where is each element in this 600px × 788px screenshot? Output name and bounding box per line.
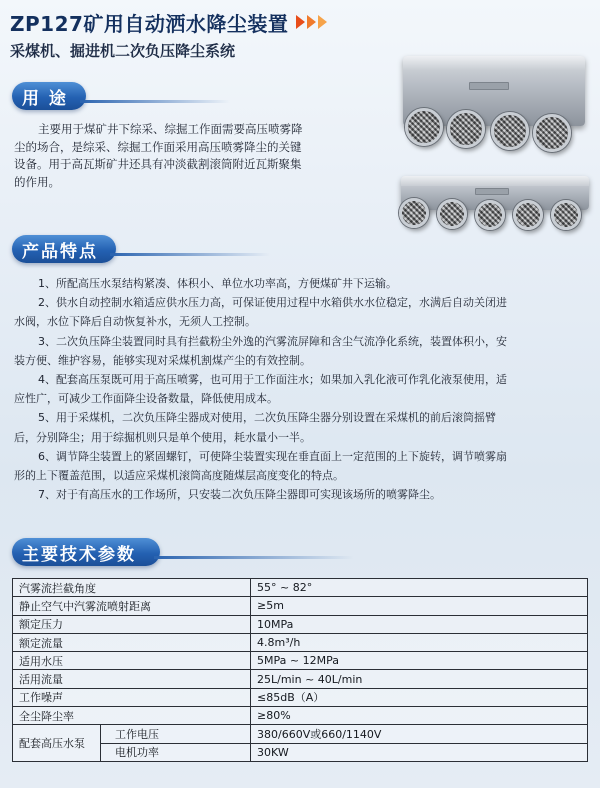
feature-line: 后，分别降尘；用于综掘机则只是单个使用，耗水量小一半。 (14, 430, 311, 444)
table-row (13, 725, 588, 743)
spec-value: 30KW (251, 743, 588, 761)
table-row (13, 597, 588, 615)
feature-line: 装方便、维护容易，能够实现对采煤机割煤产尘的有效控制。 (14, 353, 311, 367)
table-row (13, 633, 588, 651)
usage-heading-label: 用 途 (22, 88, 68, 109)
feature-line: 4、配套高压泵既可用于高压喷雾，也可用于工作面注水；如果加入乳化液可作乳化液泵使用，适 (38, 373, 507, 387)
spec-label: 工作电压 (101, 725, 251, 743)
spec-label: 活用流量 (13, 670, 251, 688)
spec-label: 额定流量 (13, 633, 251, 651)
features-heading (12, 235, 116, 263)
usage-line: 的作用。 (14, 174, 60, 189)
usage-heading-underline (80, 100, 230, 103)
spec-value: 25L/min ~ 40L/min (251, 670, 588, 688)
device-image-5-nozzle (393, 172, 593, 242)
spec-value: ≤85dB（A） (251, 688, 588, 706)
feature-line: 7、对于有高压水的工作场所，只安装二次负压降尘器即可实现该场所的喷雾降尘。 (38, 488, 441, 502)
spec-label: 全尘降尘率 (13, 707, 251, 725)
chevron-right-icon (296, 15, 329, 29)
spec-value: 380/660V或660/1140V (251, 725, 588, 743)
spec-label: 汽雾流拦截角度 (13, 579, 251, 597)
feature-line: 5、用于采煤机，二次负压降尘器成对使用，二次负压降尘器分别设置在采煤机的前后滚筒摇臂 (38, 411, 496, 425)
usage-text (14, 121, 384, 191)
spec-value: 10MPa (251, 615, 588, 633)
usage-line: 设备。用于高瓦斯矿井还具有冲淡截割滚筒附近瓦斯聚集 (14, 157, 302, 171)
spec-label: 电机功率 (101, 743, 251, 761)
usage-heading (12, 82, 86, 110)
table-row (13, 652, 588, 670)
usage-line: 尘的场合，是综采、综掘工作面采用高压喷雾降尘的关键 (14, 139, 302, 154)
feature-line: 6、调节降尘装置上的紧固螺钉，可使降尘装置实现在垂直面上一定范围的上下旋转，调节喷雾扇 (38, 449, 507, 463)
feature-line: 水阀，水位下降后自动恢复补水，无须人工控制。 (14, 315, 256, 329)
specs-heading-label: 主要技术参数 (22, 544, 136, 565)
page-subtitle: 采煤机、掘进机二次负压降尘系统 (10, 42, 236, 60)
feature-line: 1、所配高压水泵结构紧凑、体积小、单位水功率高，方便煤矿井下运输。 (38, 277, 397, 290)
feature-line: 应性广，可减少工作面降尘设备数量，降低使用成本。 (14, 392, 278, 406)
usage-line: 主要用于煤矿井下综采、综掘工作面需要高压喷雾降 (38, 122, 303, 136)
specs-heading-underline (154, 556, 354, 559)
spec-value: ≥80% (251, 707, 588, 725)
spec-label: 静止空气中汽雾流喷射距离 (13, 597, 251, 615)
specs-heading (12, 538, 160, 566)
features-heading-label: 产品特点 (22, 241, 98, 262)
spec-value: 55° ~ 82° (251, 579, 588, 597)
table-row (13, 688, 588, 706)
table-row (13, 615, 588, 633)
device-image-4-nozzle (395, 48, 590, 178)
spec-value: 4.8m³/h (251, 633, 588, 651)
spec-label: 工作噪声 (13, 688, 251, 706)
spec-label: 适用水压 (13, 652, 251, 670)
title-row (10, 8, 430, 36)
table-row (13, 670, 588, 688)
spec-label: 额定压力 (13, 615, 251, 633)
feature-line: 3、二次负压降尘装置同时具有拦截粉尘外逸的汽雾流屏障和含尘气流净化系统，装置体积小，安 (38, 334, 507, 348)
specs-table (12, 578, 588, 762)
features-text (14, 274, 594, 504)
spec-value: ≥5m (251, 597, 588, 615)
feature-line: 形的上下覆盖范围，以适应采煤机滚筒高度随煤层高度变化的特点。 (14, 469, 344, 483)
table-row (13, 579, 588, 597)
table-row (13, 707, 588, 725)
page-title: ZP127矿用自动洒水降尘装置 (10, 11, 289, 36)
features-heading-underline (110, 253, 270, 256)
feature-line: 2、供水自动控制水箱适应供水压力高，可保证使用过程中水箱供水水位稳定，水满后自动关闭进 (38, 296, 507, 310)
spec-group-label: 配套高压水泵 (13, 725, 101, 762)
spec-value: 5MPa ~ 12MPa (251, 652, 588, 670)
